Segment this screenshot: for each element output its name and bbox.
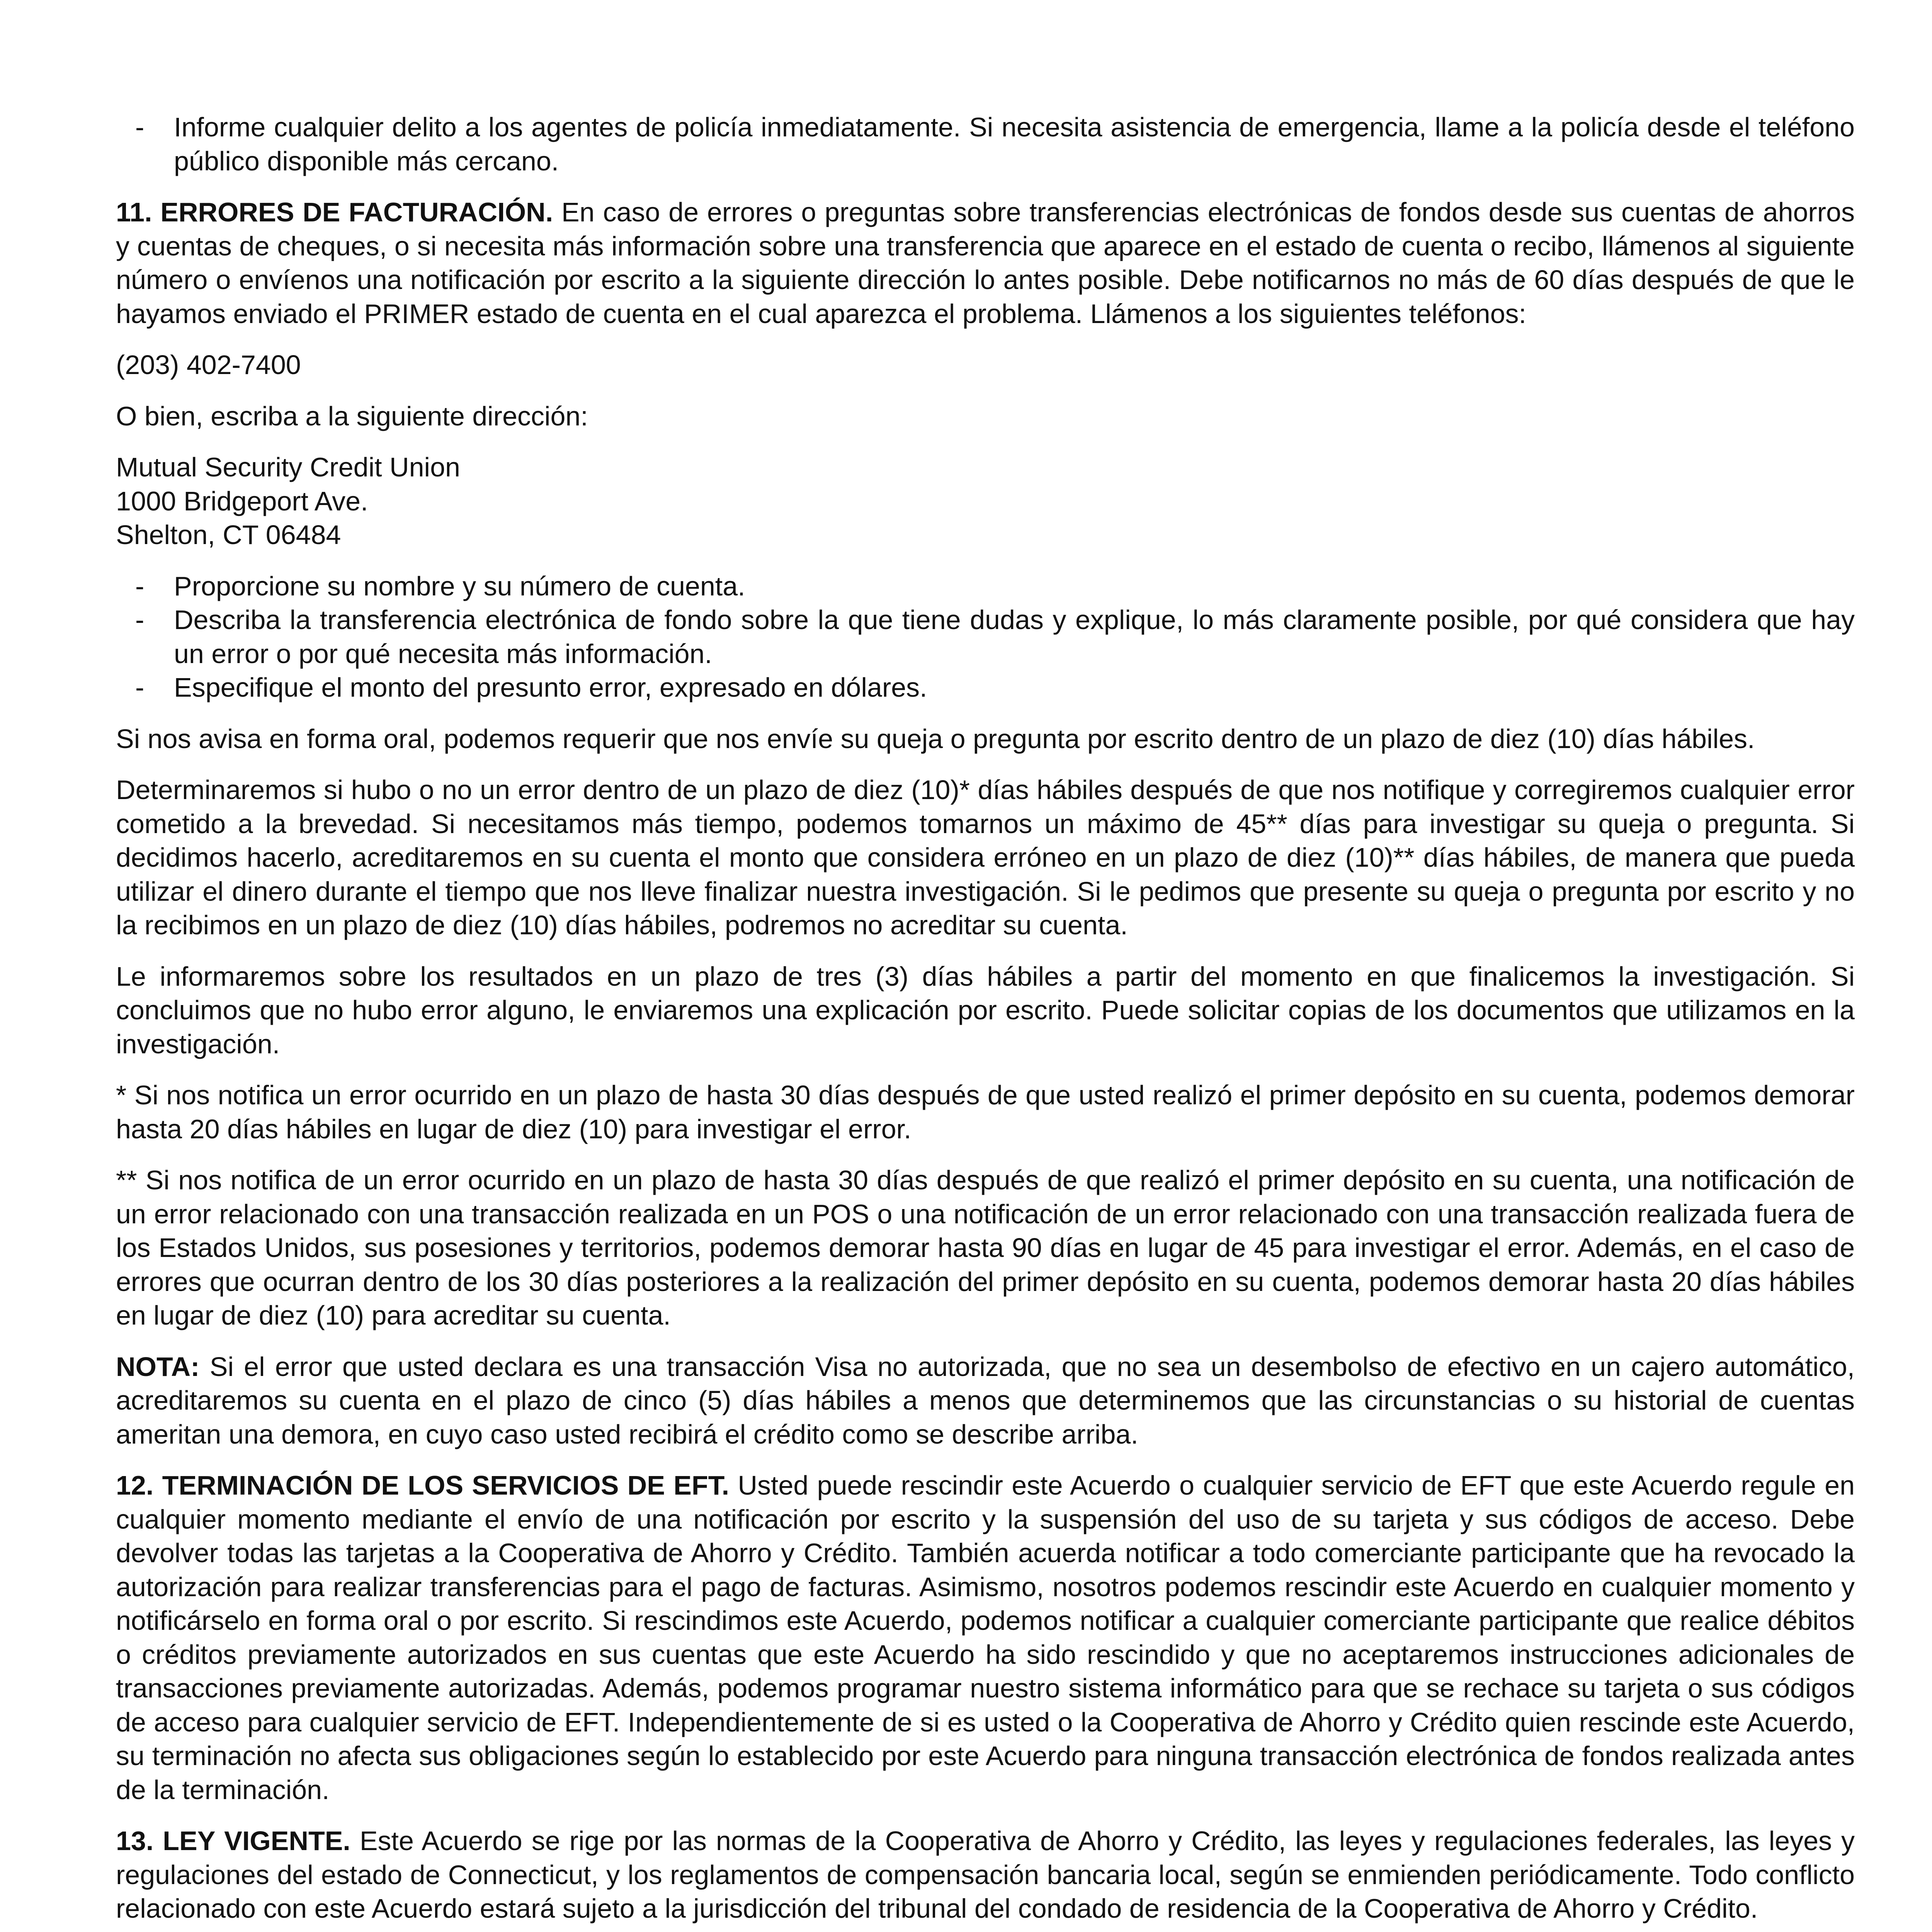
phone-number: (203) 402-7400 bbox=[116, 350, 301, 380]
bullet-dash: - bbox=[135, 112, 145, 142]
bullet-dash: - bbox=[135, 605, 145, 635]
bullet-text: Informe cualquier delito a los agentes de policía inmediatamente. Si necesita asistencia de emergencia, llame a la policía desde el teléfono público disponible más cercano. bbox=[174, 112, 1855, 176]
note-label: NOTA: bbox=[116, 1351, 200, 1382]
list-item bbox=[116, 111, 1855, 178]
section-12-heading: 12. TERMINACIÓN DE LOS SERVICIOS DE EFT. bbox=[116, 1470, 730, 1500]
section-13-paragraph bbox=[116, 1824, 1855, 1926]
address-line-city: Shelton, CT 06484 bbox=[116, 520, 341, 550]
note-paragraph bbox=[116, 1350, 1855, 1452]
section-13-heading: 13. LEY VIGENTE. bbox=[116, 1826, 350, 1856]
document-body bbox=[116, 111, 1855, 1932]
footnote-double-asterisk: ** Si nos notifica de un error ocurrido en un plazo de hasta 30 días después de que realizó el primer depósito en su cuenta, una notificación de un error relacionado con una transacción realizada en un POS o una notificación de un error relacionado con una transacción realizada fuera de los Estados Unidos, sus posesiones y territorios, podemos demorar hasta 90 días en lugar de 45 para investigar el error. Además, en el caso de errores que ocurran dentro de los 30 días posteriores a la realización del primer depósito en su cuenta, podemos demorar hasta 20 días hábiles en lugar de diez (10) para acreditar su cuenta. bbox=[116, 1165, 1855, 1330]
oral-notice-paragraph: Si nos avisa en forma oral, podemos requerir que nos envíe su queja o pregunta por escrito dentro de un plazo de diez (10) días hábiles. bbox=[116, 723, 1755, 754]
note-text: Si el error que usted declara es una transacción Visa no autorizada, que no sea un desembolso de efectivo en un cajero automático, acreditaremos su cuenta en el plazo de cinco (5) días hábiles a menos que determinemos que las circunstancias o su historial de cuentas ameritan una demora, en cuyo caso usted recibirá el crédito como se describe arriba. bbox=[116, 1351, 1855, 1449]
mailing-address bbox=[116, 451, 1855, 552]
address-line-street: 1000 Bridgeport Ave. bbox=[116, 486, 368, 516]
list-item bbox=[116, 603, 1855, 671]
bullet-dash: - bbox=[135, 672, 145, 702]
bullet-dash: - bbox=[135, 571, 145, 601]
section-11-text: En caso de errores o preguntas sobre transferencias electrónicas de fondos desde sus cuentas de ahorros y cuentas de cheques, o si necesita más información sobre una transferencia que aparece en el estado de cuenta o recibo, llámenos al siguiente número o envíenos una notificación por escrito a la siguiente dirección lo antes posible. Debe notificarnos no más de 60 días después de que le hayamos enviado el PRIMER estado de cuenta en el cual aparezca el problema. Llámenos a los siguientes teléfonos: bbox=[116, 197, 1855, 329]
results-paragraph: Le informaremos sobre los resultados en un plazo de tres (3) días hábiles a partir del momento en que finalicemos la investigación. Si concluimos que no hubo error alguno, le enviaremos una explicación por escrito. Puede solicitar copias de los documentos que utilizamos en la investigación. bbox=[116, 961, 1855, 1059]
bullet-text: Especifique el monto del presunto error, expresado en dólares. bbox=[174, 672, 927, 702]
section-11-paragraph bbox=[116, 196, 1855, 331]
section-12-paragraph bbox=[116, 1469, 1855, 1807]
section-11-heading: 11. ERRORES DE FACTURACIÓN. bbox=[116, 197, 553, 227]
section-12-text: Usted puede rescindir este Acuerdo o cualquier servicio de EFT que este Acuerdo regule en cualquier momento mediante el envío de una notificación por escrito y la suspensión del uso de su tarjeta y sus códigos de acceso. Debe devolver todas las tarjetas a la Cooperativa de Ahorro y Crédito. También acuerda notificar a todo comerciante participante que ha revocado la autorización para realizar transferencias para el pago de facturas. Asimismo, nosotros podemos rescindir este Acuerdo en cualquier momento y notificárselo en forma oral o por escrito. Si rescindimos este Acuerdo, podemos notificar a cualquier comerciante participante que realice débitos o créditos previamente autorizados en sus cuentas que este Acuerdo ha sido rescindido y que no aceptaremos instrucciones adicionales de transacciones previamente autorizadas. Además, podemos programar nuestro sistema informático para que se rechace su tarjeta o sus códigos de acceso para cualquier servicio de EFT. Independientemente de si es usted o la Cooperativa de Ahorro y Crédito quien rescinde este Acuerdo, su terminación no afecta sus obligaciones según lo establecido por este Acuerdo para ninguna transacción electrónica de fondos realizada antes de la terminación. bbox=[116, 1470, 1855, 1805]
list-item bbox=[116, 570, 1855, 604]
footnote-single-asterisk: * Si nos notifica un error ocurrido en un plazo de hasta 30 días después de que usted realizó el primer depósito en su cuenta, podemos demorar hasta 20 días hábiles en lugar de diez (10) para investigar el error. bbox=[116, 1080, 1855, 1144]
requirements-bullet-list bbox=[116, 570, 1855, 705]
list-item bbox=[116, 671, 1855, 705]
determination-paragraph: Determinaremos si hubo o no un error dentro de un plazo de diez (10)* días hábiles después de que nos notifique y corregiremos cualquier error cometido a la brevedad. Si necesitamos más tiempo, podemos tomarnos un máximo de 45** días para investigar su queja o pregunta. Si decidimos hacerlo, acreditaremos en su cuenta el monto que considera erróneo en un plazo de diez (10)** días hábiles, de manera que pueda utilizar el dinero durante el tiempo que nos lleve finalizar nuestra investigación. Si le pedimos que presente su queja o pregunta por escrito y no la recibimos en un plazo de diez (10) días hábiles, podremos no acreditar su cuenta. bbox=[116, 775, 1855, 940]
address-line-name: Mutual Security Credit Union bbox=[116, 452, 460, 482]
address-intro: O bien, escriba a la siguiente dirección: bbox=[116, 401, 588, 431]
bullet-text: Describa la transferencia electrónica de fondo sobre la que tiene dudas y explique, lo más claramente posible, por qué considera que hay un error o por qué necesita más información. bbox=[174, 605, 1855, 669]
section-13-text: Este Acuerdo se rige por las normas de la Cooperativa de Ahorro y Crédito, las leyes y regulaciones federales, las leyes y regulaciones del estado de Connecticut, y los reglamentos de compensación bancaria local, según se enmienden periódicamente. Todo conflicto relacionado con este Acuerdo estará sujeto a la jurisdicción del tribunal del condado de residencia de la Cooperativa de Ahorro y Crédito. bbox=[116, 1826, 1855, 1923]
bullet-text: Proporcione su nombre y su número de cuenta. bbox=[174, 571, 745, 601]
top-bullet-list bbox=[116, 111, 1855, 178]
